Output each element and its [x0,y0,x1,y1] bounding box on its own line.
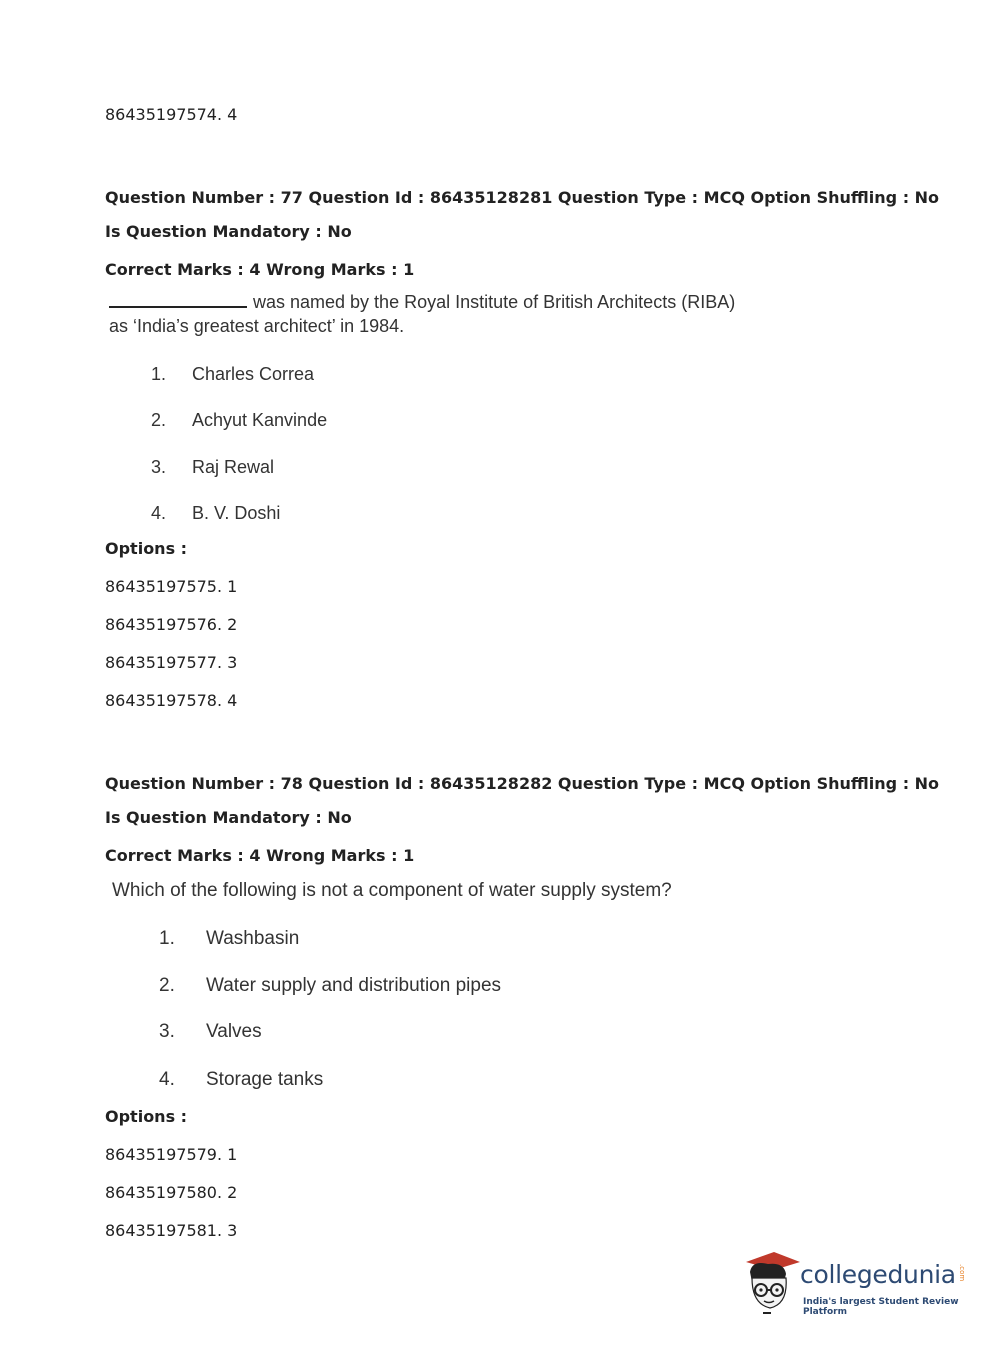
logo-name: collegedunia [800,1260,956,1289]
options-label: Options : [105,539,188,558]
option-line: 86435197581. 3 [105,1221,238,1240]
question-header: Question Number : 77 Question Id : 86435128281 Question Type : MCQ Option Shuffling : No [105,188,940,207]
choice-number: 1. [151,364,167,384]
choice-label: Storage tanks [206,1069,324,1090]
option-line: 86435197575. 1 [105,577,238,596]
options-label: Options : [105,1107,188,1126]
choice-number: 3. [151,457,167,477]
option-line: 86435197578. 4 [105,691,238,710]
answer-blank [109,292,247,308]
choice-label: B. V. Doshi [192,503,281,523]
question-marks: Correct Marks : 4 Wrong Marks : 1 [105,260,415,279]
option-line: 86435197576. 2 [105,615,238,634]
choice-number: 3. [159,1021,175,1042]
choice-label: Valves [206,1021,262,1042]
question-text [109,292,735,313]
question-text-line2: as ‘India’s greatest architect’ in 1984. [109,316,405,336]
logo-suffix: .com [958,1264,966,1282]
choice-number: 1. [159,928,175,949]
choice-label: Raj Rewal [192,457,275,477]
choice-number: 4. [151,503,167,523]
choice-number: 4. [159,1069,175,1090]
logo-tagline: India's largest Student Review Platform [803,1297,959,1317]
question-header: Question Number : 78 Question Id : 86435128282 Question Type : MCQ Option Shuffling : No [105,774,940,793]
question-mandatory: Is Question Mandatory : No [105,808,352,827]
option-line: 86435197580. 2 [105,1183,238,1202]
option-line: 86435197579. 1 [105,1145,238,1164]
question-text: Which of the following is not a component of water supply system? [112,880,672,901]
option-line: 86435197577. 3 [105,653,238,672]
mascot-icon [740,1248,802,1318]
collegedunia-logo[interactable] [740,1248,970,1320]
question-text-line1: was named by the Royal Institute of British Architects (RIBA) [253,292,736,312]
question-mandatory: Is Question Mandatory : No [105,222,352,241]
question-marks: Correct Marks : 4 Wrong Marks : 1 [105,846,415,865]
choice-number: 2. [159,975,175,996]
choice-number: 2. [151,410,167,430]
choice-label: Washbasin [206,928,300,949]
option-line: 86435197574. 4 [105,105,238,124]
choice-label: Achyut Kanvinde [192,410,328,430]
choice-label: Water supply and distribution pipes [206,975,502,996]
choice-label: Charles Correa [192,364,315,384]
